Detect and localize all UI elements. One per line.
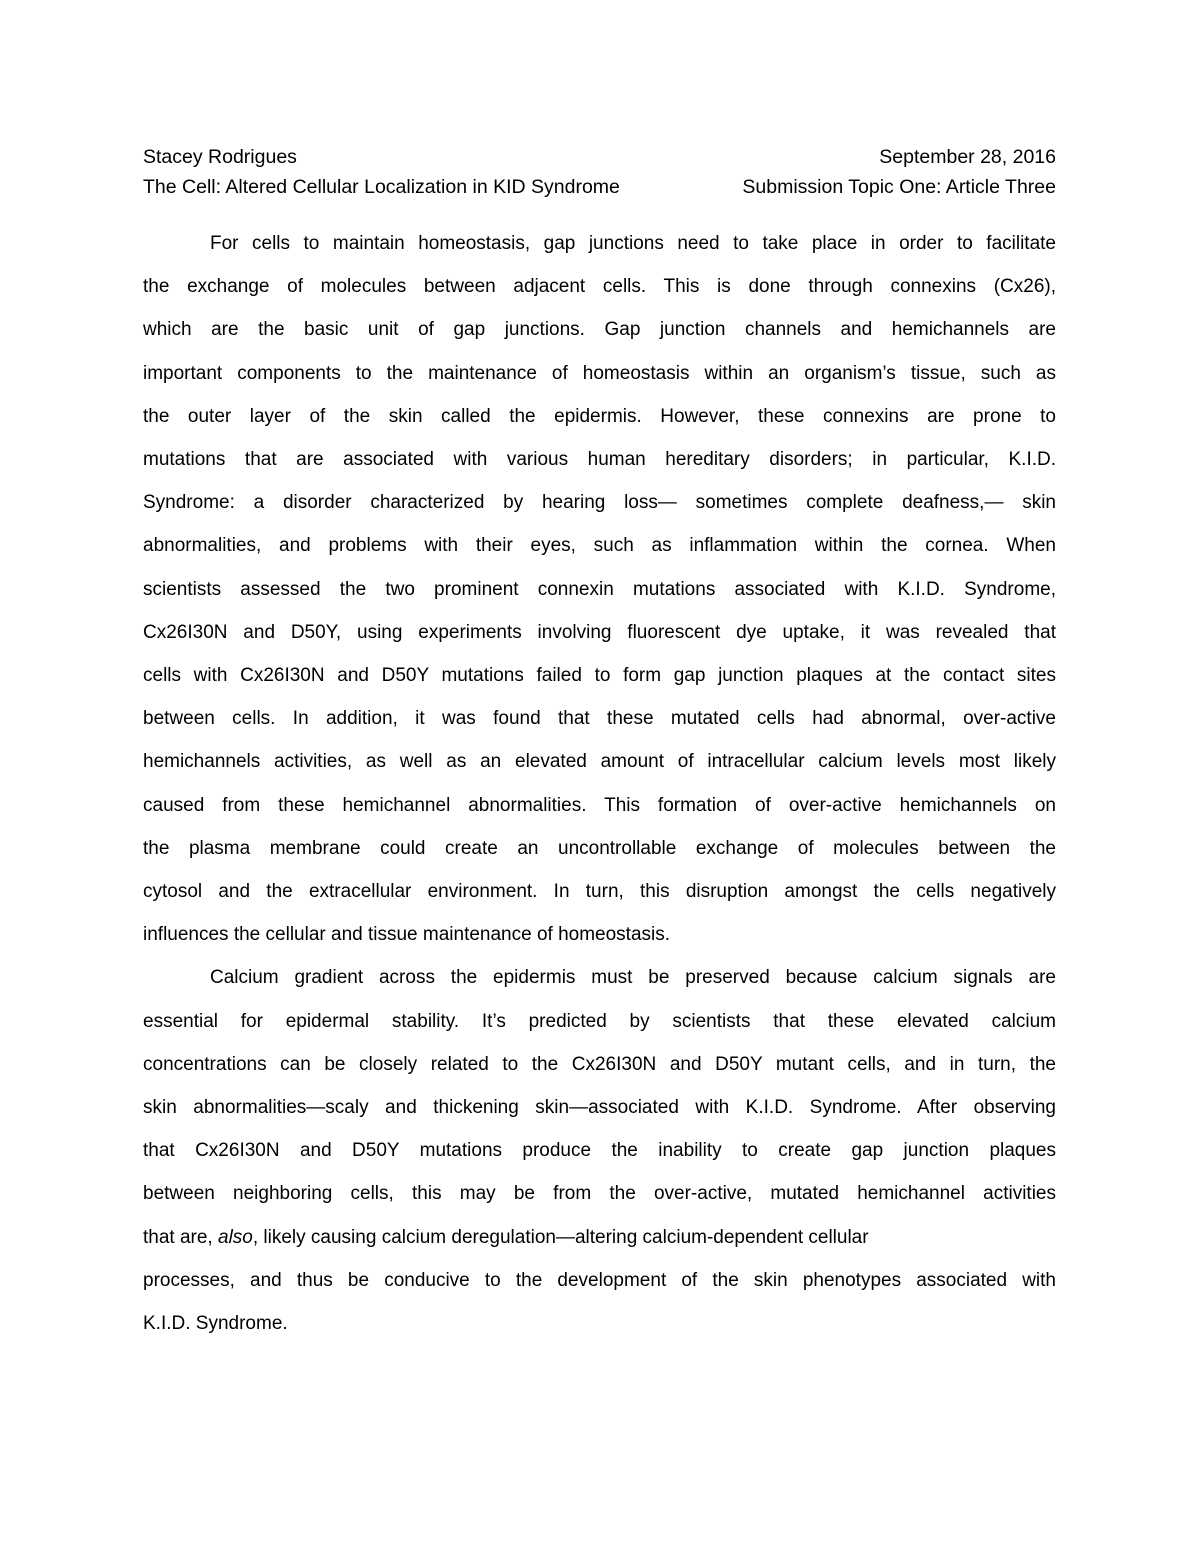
text-fragment: that are,: [143, 1226, 218, 1248]
text-line: between neighboring cells, this may be from the over-active, mutated hemichannel activities: [143, 1183, 1056, 1205]
text-line: essential for epidermal stability. It’s predicted by scientists that these elevated calcium: [143, 1010, 1056, 1032]
header-row-1: [143, 142, 1056, 172]
text-line: hemichannels activities, as well as an elevated amount of intracellular calcium levels most likely: [143, 751, 1056, 773]
text-line: For cells to maintain homeostasis, gap junctions need to take place in order to facilitate: [210, 233, 1056, 254]
text-line: Calcium gradient across the epidermis must be preserved because calcium signals are: [210, 967, 1056, 989]
text-line: caused from these hemichannel abnormalities. This formation of over-active hemichannels on: [143, 794, 1056, 816]
text-line: K.I.D. Syndrome.: [143, 1313, 288, 1335]
paragraph-1: [143, 222, 1056, 956]
text-line: which are the basic unit of gap junctions. Gap junction channels and hemichannels are: [143, 319, 1056, 341]
text-line: cytosol and the extracellular environment. In turn, this disruption amongst the cells negatively: [143, 881, 1056, 903]
paragraph-2: [143, 956, 1056, 1345]
document-date: September 28, 2016: [879, 146, 1056, 168]
text-line: scientists assessed the two prominent connexin mutations associated with K.I.D. Syndrome,: [143, 578, 1056, 600]
text-line: influences the cellular and tissue maintenance of homeostasis.: [143, 924, 671, 946]
text-line: Cx26I30N and D50Y, using experiments involving fluorescent dye uptake, it was revealed that: [143, 621, 1056, 643]
header-row-2: [143, 172, 1056, 202]
text-line-with-emphasis: [143, 1216, 1056, 1259]
author-name: Stacey Rodrigues: [143, 146, 297, 168]
text-line: concentrations can be closely related to the Cx26I30N and D50Y mutant cells, and in turn, the: [143, 1053, 1056, 1075]
text-line: the plasma membrane could create an uncontrollable exchange of molecules between the: [143, 837, 1056, 859]
text-line: the exchange of molecules between adjacent cells. This is done through connexins (Cx26),: [143, 276, 1056, 298]
emphasis-text: also: [218, 1226, 253, 1248]
text-line: abnormalities, and problems with their eyes, such as inflammation within the cornea. When: [143, 535, 1056, 557]
body-text: [143, 222, 1056, 1345]
text-line: Syndrome: a disorder characterized by hearing loss— sometimes complete deafness,— skin: [143, 492, 1056, 514]
text-fragment: , likely causing calcium deregulation—altering calcium-dependent cellular: [252, 1226, 869, 1248]
text-line: processes, and thus be conducive to the development of the skin phenotypes associated with: [143, 1269, 1056, 1291]
text-line: mutations that are associated with various human hereditary disorders; in particular, K.I.D.: [143, 449, 1056, 471]
text-line: the outer layer of the skin called the epidermis. However, these connexins are prone to: [143, 405, 1056, 427]
document-title: The Cell: Altered Cellular Localization in KID Syndrome: [143, 176, 620, 198]
text-line: cells with Cx26I30N and D50Y mutations failed to form gap junction plaques at the contact sites: [143, 665, 1056, 687]
text-line: skin abnormalities—scaly and thickening skin—associated with K.I.D. Syndrome. After observing: [143, 1097, 1056, 1119]
text-line: important components to the maintenance of homeostasis within an organism’s tissue, such as: [143, 362, 1056, 384]
text-line: between cells. In addition, it was found that these mutated cells had abnormal, over-active: [143, 708, 1056, 730]
text-line: that Cx26I30N and D50Y mutations produce the inability to create gap junction plaques: [143, 1140, 1056, 1162]
submission-label: Submission Topic One: Article Three: [742, 176, 1056, 198]
